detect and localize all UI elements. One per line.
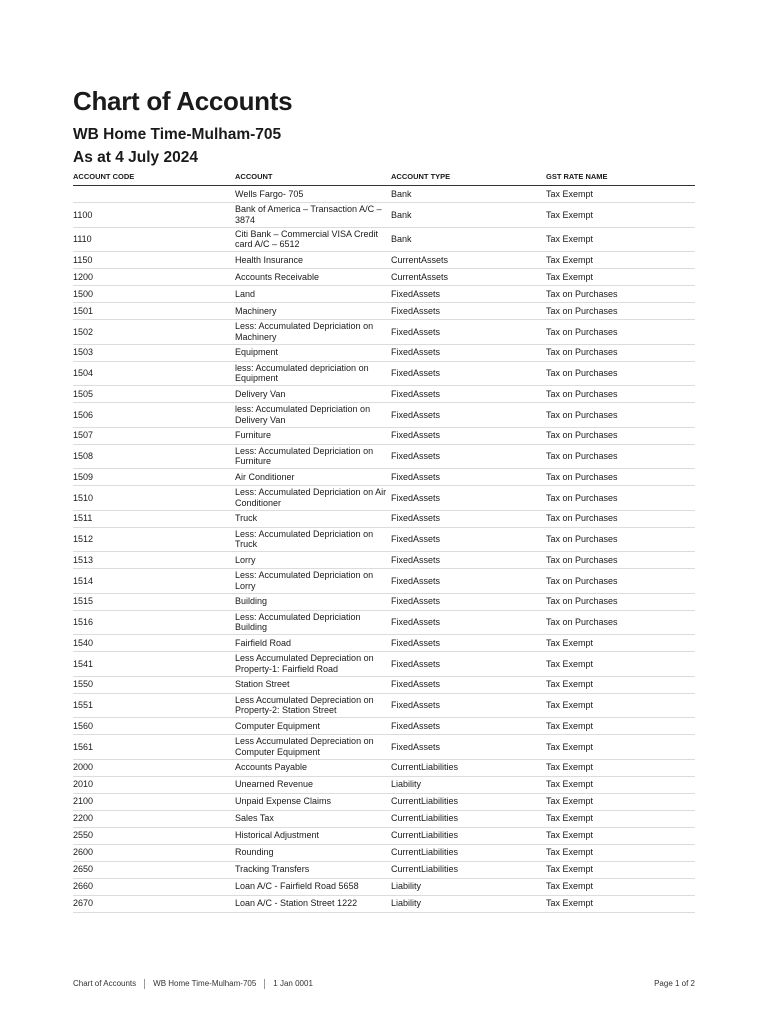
account-name-cell: Computer Equipment [235, 718, 391, 735]
account-code-cell: 2650 [73, 861, 235, 878]
account-code-cell: 1511 [73, 510, 235, 527]
table-row [73, 361, 695, 386]
account-type-cell: FixedAssets [391, 735, 546, 760]
gst-rate-cell: Tax Exempt [546, 635, 695, 652]
account-code-cell: 1506 [73, 403, 235, 428]
gst-rate-cell: Tax on Purchases [546, 386, 695, 403]
gst-rate-cell: Tax Exempt [546, 735, 695, 760]
account-name-cell: Less Accumulated Depreciation on Property-1: Fairfield Road [235, 652, 391, 677]
table-row [73, 759, 695, 776]
account-code-cell: 1200 [73, 269, 235, 286]
account-code-cell: 1502 [73, 320, 235, 345]
gst-rate-cell: Tax on Purchases [546, 320, 695, 345]
gst-rate-cell: Tax Exempt [546, 652, 695, 677]
account-type-cell: FixedAssets [391, 403, 546, 428]
table-row [73, 610, 695, 635]
account-name-cell: Tracking Transfers [235, 861, 391, 878]
account-name-cell: Rounding [235, 844, 391, 861]
gst-rate-cell: Tax on Purchases [546, 444, 695, 469]
table-row [73, 552, 695, 569]
table-row [73, 735, 695, 760]
account-type-cell: CurrentAssets [391, 269, 546, 286]
account-type-cell: FixedAssets [391, 469, 546, 486]
table-row [73, 203, 695, 228]
account-name-cell: Less: Accumulated Depriciation on Furniture [235, 444, 391, 469]
account-type-cell: CurrentLiabilities [391, 827, 546, 844]
account-name-cell: Equipment [235, 344, 391, 361]
account-code-cell: 1551 [73, 693, 235, 718]
footer-organization: WB Home Time-Mulham-705 [153, 979, 257, 989]
account-name-cell: Less: Accumulated Depriciation on Lorry [235, 569, 391, 594]
account-code-cell: 1501 [73, 303, 235, 320]
gst-rate-cell: Tax on Purchases [546, 286, 695, 303]
account-name-cell: Less: Accumulated Depriciation on Truck [235, 527, 391, 552]
account-type-cell: Liability [391, 776, 546, 793]
footer-divider [264, 979, 265, 989]
header-account: ACCOUNT [235, 168, 391, 186]
table-row [73, 569, 695, 594]
table-row [73, 593, 695, 610]
account-code-cell: 1504 [73, 361, 235, 386]
header-account-code: ACCOUNT CODE [73, 168, 235, 186]
table-row [73, 486, 695, 511]
account-code-cell: 2100 [73, 793, 235, 810]
account-type-cell: FixedAssets [391, 652, 546, 677]
footer-date: 1 Jan 0001 [273, 979, 313, 989]
gst-rate-cell: Tax Exempt [546, 718, 695, 735]
gst-rate-cell: Tax Exempt [546, 693, 695, 718]
table-row [73, 718, 695, 735]
account-type-cell: FixedAssets [391, 510, 546, 527]
page-number: Page 1 of 2 [654, 979, 695, 988]
account-type-cell: FixedAssets [391, 427, 546, 444]
account-name-cell: less: Accumulated depriciation on Equipment [235, 361, 391, 386]
account-code-cell: 1514 [73, 569, 235, 594]
table-row [73, 527, 695, 552]
gst-rate-cell: Tax Exempt [546, 776, 695, 793]
account-name-cell: Air Conditioner [235, 469, 391, 486]
account-name-cell: Furniture [235, 427, 391, 444]
account-code-cell: 1560 [73, 718, 235, 735]
table-row [73, 793, 695, 810]
gst-rate-cell: Tax on Purchases [546, 403, 695, 428]
gst-rate-cell: Tax Exempt [546, 878, 695, 895]
account-code-cell: 1150 [73, 252, 235, 269]
account-type-cell: Liability [391, 878, 546, 895]
table-row [73, 252, 695, 269]
account-type-cell: FixedAssets [391, 676, 546, 693]
gst-rate-cell: Tax Exempt [546, 827, 695, 844]
account-code-cell: 1516 [73, 610, 235, 635]
account-code-cell: 2000 [73, 759, 235, 776]
account-code-cell: 1110 [73, 227, 235, 252]
gst-rate-cell: Tax Exempt [546, 203, 695, 228]
table-row [73, 469, 695, 486]
account-type-cell: FixedAssets [391, 693, 546, 718]
gst-rate-cell: Tax on Purchases [546, 569, 695, 594]
account-type-cell: FixedAssets [391, 527, 546, 552]
account-name-cell: Accounts Payable [235, 759, 391, 776]
gst-rate-cell: Tax on Purchases [546, 527, 695, 552]
gst-rate-cell: Tax Exempt [546, 269, 695, 286]
account-code-cell: 1550 [73, 676, 235, 693]
account-type-cell: FixedAssets [391, 361, 546, 386]
table-row [73, 878, 695, 895]
account-type-cell: FixedAssets [391, 320, 546, 345]
gst-rate-cell: Tax on Purchases [546, 593, 695, 610]
gst-rate-cell: Tax on Purchases [546, 303, 695, 320]
table-row [73, 427, 695, 444]
account-type-cell: Bank [391, 186, 546, 203]
account-type-cell: Liability [391, 895, 546, 912]
account-code-cell: 1512 [73, 527, 235, 552]
gst-rate-cell: Tax on Purchases [546, 361, 695, 386]
report-title: Chart of Accounts [73, 86, 293, 116]
account-name-cell: less: Accumulated Depriciation on Delivery Van [235, 403, 391, 428]
account-name-cell: Loan A/C - Station Street 1222 [235, 895, 391, 912]
organization-name: WB Home Time-Mulham-705 [73, 126, 282, 143]
account-name-cell: Station Street [235, 676, 391, 693]
accounts-table [73, 168, 695, 913]
gst-rate-cell: Tax Exempt [546, 793, 695, 810]
table-row [73, 776, 695, 793]
account-code-cell: 1509 [73, 469, 235, 486]
gst-rate-cell: Tax on Purchases [546, 486, 695, 511]
table-header-row [73, 168, 695, 186]
gst-rate-cell: Tax Exempt [546, 895, 695, 912]
account-code-cell: 2660 [73, 878, 235, 895]
account-name-cell: Accounts Receivable [235, 269, 391, 286]
table-row [73, 510, 695, 527]
account-type-cell: CurrentLiabilities [391, 759, 546, 776]
table-row [73, 344, 695, 361]
account-type-cell: CurrentLiabilities [391, 861, 546, 878]
account-name-cell: Health Insurance [235, 252, 391, 269]
account-code-cell: 1500 [73, 286, 235, 303]
account-name-cell: Less Accumulated Depreciation on Computer Equipment [235, 735, 391, 760]
account-name-cell: Citi Bank – Commercial VISA Credit card A/C – 6512 [235, 227, 391, 252]
gst-rate-cell: Tax Exempt [546, 186, 695, 203]
account-type-cell: FixedAssets [391, 610, 546, 635]
footer-report-name: Chart of Accounts [73, 979, 137, 989]
account-code-cell: 1540 [73, 635, 235, 652]
account-type-cell: FixedAssets [391, 486, 546, 511]
gst-rate-cell: Tax on Purchases [546, 469, 695, 486]
table-row [73, 303, 695, 320]
account-name-cell: Delivery Van [235, 386, 391, 403]
account-type-cell: CurrentLiabilities [391, 793, 546, 810]
table-row [73, 386, 695, 403]
account-code-cell: 1515 [73, 593, 235, 610]
table-row [73, 676, 695, 693]
footer-divider [144, 979, 145, 989]
account-name-cell: Wells Fargo- 705 [235, 186, 391, 203]
account-code-cell [73, 186, 235, 203]
account-name-cell: Fairfield Road [235, 635, 391, 652]
account-code-cell: 2550 [73, 827, 235, 844]
gst-rate-cell: Tax Exempt [546, 844, 695, 861]
account-name-cell: Loan A/C - Fairfield Road 5658 [235, 878, 391, 895]
gst-rate-cell: Tax on Purchases [546, 344, 695, 361]
table-row [73, 320, 695, 345]
account-type-cell: Bank [391, 203, 546, 228]
account-code-cell: 1513 [73, 552, 235, 569]
account-type-cell: FixedAssets [391, 635, 546, 652]
account-code-cell: 1508 [73, 444, 235, 469]
table-row [73, 635, 695, 652]
account-name-cell: Less: Accumulated Depriciation Building [235, 610, 391, 635]
table-row [73, 827, 695, 844]
accounts-table-body [73, 186, 695, 913]
account-type-cell: FixedAssets [391, 344, 546, 361]
table-row [73, 269, 695, 286]
table-row [73, 286, 695, 303]
gst-rate-cell: Tax Exempt [546, 227, 695, 252]
table-row [73, 895, 695, 912]
account-type-cell: FixedAssets [391, 386, 546, 403]
table-row [73, 652, 695, 677]
gst-rate-cell: Tax Exempt [546, 676, 695, 693]
account-code-cell: 1505 [73, 386, 235, 403]
account-name-cell: Sales Tax [235, 810, 391, 827]
gst-rate-cell: Tax Exempt [546, 810, 695, 827]
report-date: As at 4 July 2024 [73, 149, 198, 166]
table-row [73, 693, 695, 718]
account-type-cell: CurrentLiabilities [391, 810, 546, 827]
account-code-cell: 2600 [73, 844, 235, 861]
account-type-cell: FixedAssets [391, 593, 546, 610]
table-row [73, 810, 695, 827]
account-type-cell: FixedAssets [391, 303, 546, 320]
account-type-cell: FixedAssets [391, 552, 546, 569]
gst-rate-cell: Tax on Purchases [546, 510, 695, 527]
account-name-cell: Less Accumulated Depreciation on Property-2: Station Street [235, 693, 391, 718]
account-code-cell: 1510 [73, 486, 235, 511]
account-code-cell: 1561 [73, 735, 235, 760]
header-gst-rate-name: GST RATE NAME [546, 168, 695, 186]
account-type-cell: Bank [391, 227, 546, 252]
account-code-cell: 2670 [73, 895, 235, 912]
account-name-cell: Less: Accumulated Depriciation on Air Conditioner [235, 486, 391, 511]
table-row [73, 844, 695, 861]
header-account-type: ACCOUNT TYPE [391, 168, 546, 186]
account-type-cell: CurrentLiabilities [391, 844, 546, 861]
table-row [73, 186, 695, 203]
account-name-cell: Machinery [235, 303, 391, 320]
gst-rate-cell: Tax on Purchases [546, 552, 695, 569]
account-name-cell: Unpaid Expense Claims [235, 793, 391, 810]
account-name-cell: Unearned Revenue [235, 776, 391, 793]
account-name-cell: Land [235, 286, 391, 303]
gst-rate-cell: Tax on Purchases [546, 427, 695, 444]
account-type-cell: FixedAssets [391, 444, 546, 469]
table-row [73, 403, 695, 428]
gst-rate-cell: Tax Exempt [546, 759, 695, 776]
table-row [73, 861, 695, 878]
account-name-cell: Building [235, 593, 391, 610]
account-name-cell: Bank of America – Transaction A/C – 3874 [235, 203, 391, 228]
account-code-cell: 1503 [73, 344, 235, 361]
account-name-cell: Historical Adjustment [235, 827, 391, 844]
table-row [73, 444, 695, 469]
account-code-cell: 1507 [73, 427, 235, 444]
account-code-cell: 1100 [73, 203, 235, 228]
account-name-cell: Less: Accumulated Depriciation on Machinery [235, 320, 391, 345]
account-type-cell: FixedAssets [391, 718, 546, 735]
account-code-cell: 2010 [73, 776, 235, 793]
gst-rate-cell: Tax on Purchases [546, 610, 695, 635]
gst-rate-cell: Tax Exempt [546, 252, 695, 269]
table-row [73, 227, 695, 252]
account-type-cell: FixedAssets [391, 569, 546, 594]
gst-rate-cell: Tax Exempt [546, 861, 695, 878]
account-type-cell: CurrentAssets [391, 252, 546, 269]
account-code-cell: 2200 [73, 810, 235, 827]
account-name-cell: Lorry [235, 552, 391, 569]
account-name-cell: Truck [235, 510, 391, 527]
account-code-cell: 1541 [73, 652, 235, 677]
account-type-cell: FixedAssets [391, 286, 546, 303]
page-footer [73, 979, 695, 989]
